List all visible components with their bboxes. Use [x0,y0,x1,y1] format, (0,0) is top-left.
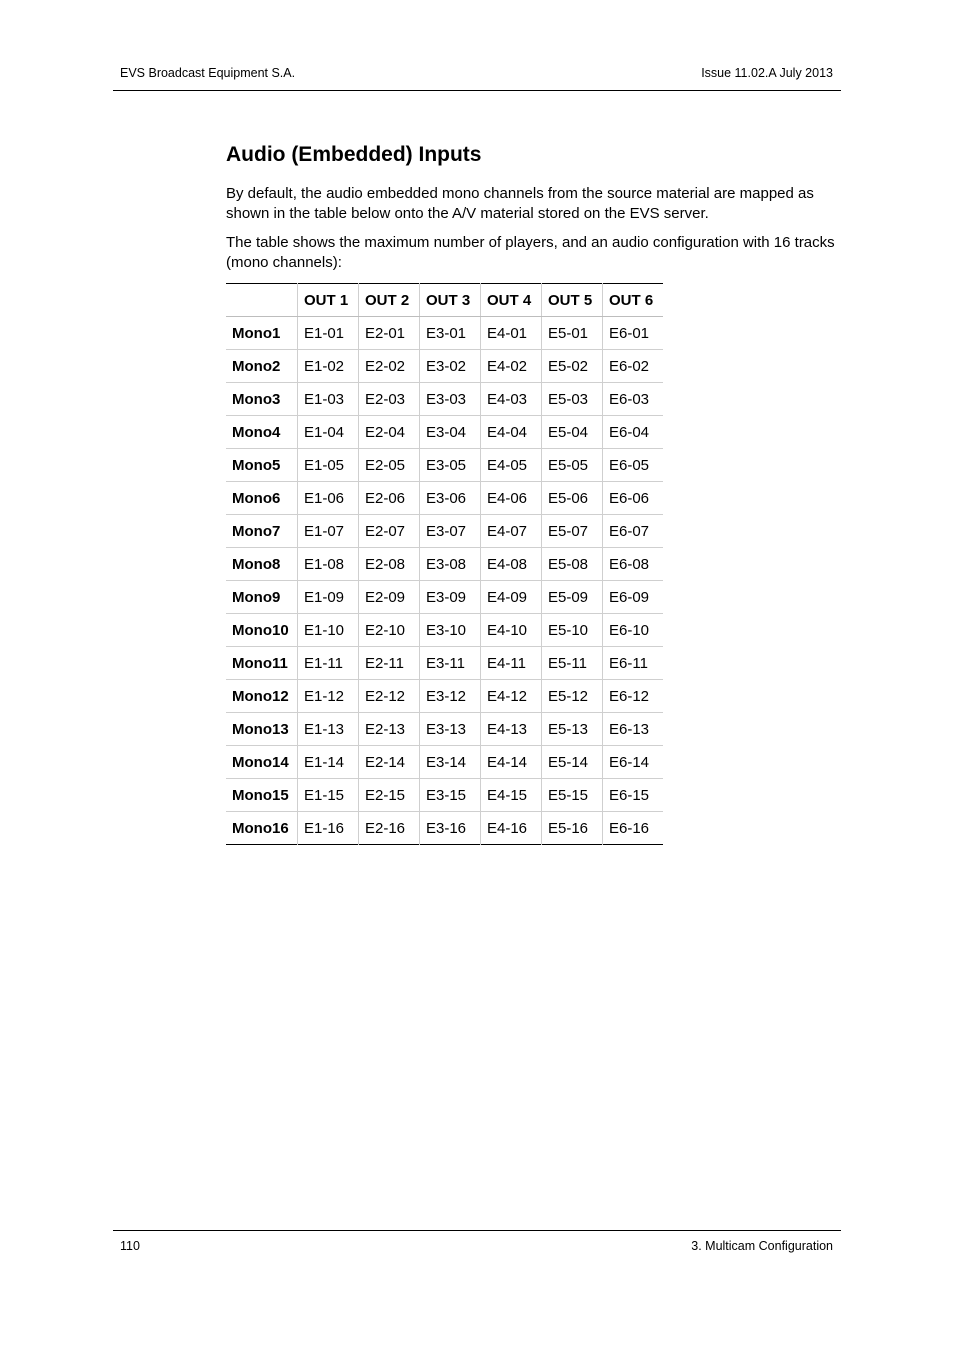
table-cell: E4-16 [481,812,542,845]
table-cell: E2-02 [359,350,420,383]
column-header: OUT 6 [603,284,664,317]
table-cell: E5-09 [542,581,603,614]
table-body [226,317,663,845]
table-cell: E2-01 [359,317,420,350]
table-row [226,746,663,779]
table-cell: E3-04 [420,416,481,449]
table-cell: E3-07 [420,515,481,548]
table-cell: E2-15 [359,779,420,812]
table-cell: E6-08 [603,548,664,581]
column-header: OUT 5 [542,284,603,317]
table-cell: E6-16 [603,812,664,845]
table-cell: E4-10 [481,614,542,647]
table-row [226,713,663,746]
table-cell: E4-01 [481,317,542,350]
table-cell: E6-10 [603,614,664,647]
table-row [226,812,663,845]
row-label: Mono12 [226,680,298,713]
page-title: Audio (Embedded) Inputs [226,143,482,166]
table-cell: E6-15 [603,779,664,812]
table-cell: E5-14 [542,746,603,779]
table-cell: E1-05 [298,449,359,482]
table-cell: E5-11 [542,647,603,680]
row-label: Mono7 [226,515,298,548]
table-row [226,416,663,449]
table-cell: E5-08 [542,548,603,581]
table-cell: E4-12 [481,680,542,713]
table-cell: E1-06 [298,482,359,515]
table-cell: E6-11 [603,647,664,680]
audio-mapping-table [226,283,663,845]
intro-paragraph: By default, the audio embedded mono channels from the source material are mapped as shown in the table below onto the A/V material stored on the EVS server. [226,185,814,222]
table-cell: E3-08 [420,548,481,581]
table-cell: E3-06 [420,482,481,515]
table-cell: E4-08 [481,548,542,581]
table-row [226,482,663,515]
table-cell: E5-05 [542,449,603,482]
row-label: Mono2 [226,350,298,383]
page-header [113,64,841,91]
table-cell: E2-05 [359,449,420,482]
table-cell: E2-11 [359,647,420,680]
table-cell: E2-03 [359,383,420,416]
table-cell: E1-03 [298,383,359,416]
table-cell: E2-16 [359,812,420,845]
table-cell: E6-12 [603,680,664,713]
row-label: Mono10 [226,614,298,647]
table-cell: E1-14 [298,746,359,779]
table-cell: E6-07 [603,515,664,548]
table-cell: E1-04 [298,416,359,449]
table-cell: E2-06 [359,482,420,515]
table-cell: E1-13 [298,713,359,746]
table-cell: E2-14 [359,746,420,779]
row-label: Mono11 [226,647,298,680]
table-cell: E3-12 [420,680,481,713]
table-cell: E5-10 [542,614,603,647]
table-row [226,680,663,713]
table-cell: E6-13 [603,713,664,746]
table-row [226,449,663,482]
table-cell: E4-13 [481,713,542,746]
table-cell: E1-15 [298,779,359,812]
table-cell: E3-14 [420,746,481,779]
table-cell: E4-04 [481,416,542,449]
main-content [226,140,836,845]
table-row [226,647,663,680]
table-cell: E6-05 [603,449,664,482]
table-cell: E5-12 [542,680,603,713]
row-label: Mono16 [232,819,289,837]
table-corner-cell [226,284,298,317]
table-cell: E3-10 [420,614,481,647]
table-cell: E3-15 [420,779,481,812]
column-header: OUT 4 [481,284,542,317]
table-cell: E1-11 [298,647,359,680]
table-cell: E1-08 [298,548,359,581]
table-cell: E5-01 [542,317,603,350]
table-cell: E3-02 [420,350,481,383]
table-cell: E3-13 [420,713,481,746]
table-cell: E6-01 [603,317,664,350]
row-label: Mono3 [226,383,298,416]
table-cell: E5-02 [542,350,603,383]
table-cell: E4-14 [481,746,542,779]
header-company: EVS Broadcast Equipment S.A. [120,66,296,80]
table-header-row [226,284,663,317]
table-cell: E1-01 [298,317,359,350]
row-label: Mono4 [226,416,298,449]
table-cell: E6-06 [603,482,664,515]
row-label: Mono5 [226,449,298,482]
table-row [226,350,663,383]
row-label: Mono9 [226,581,298,614]
row-label: Mono14 [226,746,298,779]
table-cell: E1-07 [298,515,359,548]
table-cell: E4-11 [481,647,542,680]
table-cell: E1-12 [298,680,359,713]
table-cell: E1-16 [298,812,359,845]
table-cell: E4-06 [481,482,542,515]
table-row [226,779,663,812]
table-cell: E1-09 [298,581,359,614]
row-label: Mono6 [226,482,298,515]
row-label: Mono13 [226,713,298,746]
page-footer [113,1230,841,1253]
table-row [226,317,663,350]
table-cell: E4-02 [481,350,542,383]
table-cell: E2-12 [359,680,420,713]
table-cell: E5-07 [542,515,603,548]
table-description: The table shows the maximum number of players, and an audio configuration with 16 tracks (mono channels): [226,234,835,271]
table-cell: E4-09 [481,581,542,614]
page-number: 110 [120,1239,140,1253]
table-cell: E5-15 [542,779,603,812]
table-cell: E4-07 [481,515,542,548]
column-header: OUT 2 [359,284,420,317]
table-cell: E2-13 [359,713,420,746]
chapter-title: 3. Multicam Configuration [691,1239,833,1253]
table-cell: E5-06 [542,482,603,515]
column-header: OUT 3 [420,284,481,317]
table-cell: E2-08 [359,548,420,581]
column-header: OUT 1 [298,284,359,317]
table-cell: E6-03 [603,383,664,416]
table-cell: E3-09 [420,581,481,614]
table-row [226,548,663,581]
table-row [226,383,663,416]
table-cell: E4-05 [481,449,542,482]
table-cell: E3-05 [420,449,481,482]
row-label: Mono1 [226,317,298,350]
table-cell: E4-15 [481,779,542,812]
table-cell: E2-09 [359,581,420,614]
table-row [226,515,663,548]
table-cell: E3-11 [420,647,481,680]
table-cell: E2-07 [359,515,420,548]
table-cell: E4-03 [481,383,542,416]
table-cell: E3-03 [420,383,481,416]
table-cell: E5-03 [542,383,603,416]
table-row [226,614,663,647]
table-cell: E6-04 [603,416,664,449]
table-cell: E1-02 [298,350,359,383]
table-cell: E2-04 [359,416,420,449]
table-cell: E6-02 [603,350,664,383]
row-label: Mono8 [226,548,298,581]
header-issue: Issue 11.02.A July 2013 [701,66,833,80]
table-cell: E6-09 [603,581,664,614]
table-cell: E5-16 [542,812,603,845]
row-label: Mono15 [226,779,298,812]
table-cell: E3-16 [420,812,481,845]
table-cell: E6-14 [603,746,664,779]
table-cell: E1-10 [298,614,359,647]
table-cell: E5-04 [542,416,603,449]
table-cell: E2-10 [359,614,420,647]
table-row [226,581,663,614]
table-cell: E5-13 [542,713,603,746]
table-cell: E3-01 [420,317,481,350]
